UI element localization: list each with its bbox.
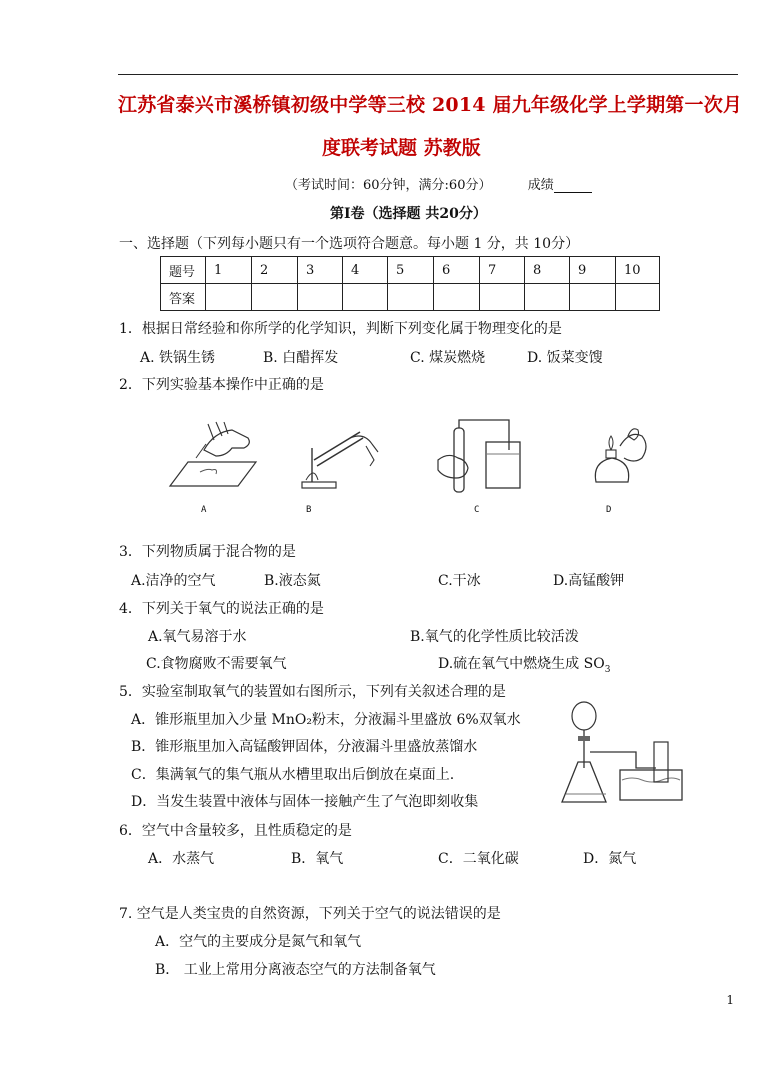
q1-option-a: A. 铁锅生锈 <box>140 350 216 366</box>
number-cell: 5 <box>388 257 434 284</box>
q4-option-d-subscript: 3 <box>604 664 611 675</box>
number-cell: 8 <box>525 257 570 284</box>
answer-cell[interactable] <box>343 284 388 311</box>
q2-figure-d-alcohol-lamp <box>582 420 654 492</box>
q6-option-c: C．二氧化碳 <box>438 851 519 867</box>
row-label: 题号 <box>161 257 206 284</box>
answer-cell[interactable] <box>525 284 570 311</box>
number-cell: 3 <box>298 257 343 284</box>
q5-figure-oxygen-apparatus <box>550 696 690 808</box>
number-cell: 1 <box>206 257 252 284</box>
q6-stem: 6．空气中含量较多，且性质稳定的是 <box>119 823 352 839</box>
q3-option-a: A.洁净的空气 <box>131 573 216 589</box>
header-rule <box>118 74 738 75</box>
score-label: 成绩 <box>527 178 554 193</box>
q2-figure-a-paper-smell <box>160 414 260 494</box>
q6-option-b: B．氧气 <box>291 851 344 867</box>
q3-option-c: C.干冰 <box>438 573 481 589</box>
number-cell: 4 <box>343 257 388 284</box>
q2-figure-c-airtight-check <box>432 414 524 496</box>
answer-table-number-row <box>161 257 660 284</box>
q5-option-d: D．当发生装置中液体与固体一接触产生了气泡即刻收集 <box>131 794 479 810</box>
q3-option-b: B.液态氮 <box>264 573 321 589</box>
exam-info <box>285 174 592 193</box>
section-heading: 一、选择题（下列每小题只有一个选项符合题意。每小题 1 分，共 10分） <box>119 236 580 252</box>
answer-cell[interactable] <box>388 284 434 311</box>
q4-option-a: A.氧气易溶于水 <box>148 629 247 645</box>
q2-stem: 2．下列实验基本操作中正确的是 <box>119 377 324 393</box>
q5-option-a: A．锥形瓶里加入少量 MnO₂粉末，分液漏斗里盛放 6%双氧水 <box>131 712 521 728</box>
q4-option-d-text: D.硫在氧气中燃烧生成 SO <box>438 656 605 672</box>
answer-table-answer-row <box>161 284 660 311</box>
q4-option-c: C.食物腐败不需要氧气 <box>146 656 287 672</box>
q1-option-c: C. 煤炭燃烧 <box>410 350 486 366</box>
answer-cell[interactable] <box>434 284 480 311</box>
q7-option-a: A．空气的主要成分是氮气和氧气 <box>155 934 362 950</box>
q1-option-b: B. 白醋挥发 <box>263 350 339 366</box>
answer-cell[interactable] <box>616 284 660 311</box>
q2-label-b: B <box>306 505 312 515</box>
q2-figure-b-heating-tube <box>290 418 390 494</box>
q4-option-d <box>438 653 610 675</box>
title-line-1: 江苏省泰兴市溪桥镇初级中学等三校 2014 届九年级化学上学期第一次月 <box>118 94 743 116</box>
q6-option-a: A．水蒸气 <box>148 851 215 867</box>
exam-time-info: （考试时间：60分钟，满分:60分） <box>285 178 492 193</box>
q5-stem: 5．实验室制取氧气的装置如右图所示，下列有关叙述合理的是 <box>119 684 506 700</box>
q3-stem: 3．下列物质属于混合物的是 <box>119 544 296 560</box>
answer-table <box>160 256 660 311</box>
answer-cell[interactable] <box>480 284 525 311</box>
volume-title: 第Ⅰ卷（选择题 共20分） <box>330 206 487 222</box>
answer-cell[interactable] <box>298 284 343 311</box>
number-cell: 9 <box>570 257 616 284</box>
number-cell: 6 <box>434 257 480 284</box>
answer-cell[interactable] <box>206 284 252 311</box>
q4-stem: 4．下列关于氧气的说法正确的是 <box>119 601 324 617</box>
q1-option-d: D. 饭菜变馊 <box>527 350 603 366</box>
score-blank <box>554 178 592 193</box>
q2-label-c: C <box>474 505 480 515</box>
answer-cell[interactable] <box>570 284 616 311</box>
row-label: 答案 <box>161 284 206 311</box>
number-cell: 10 <box>616 257 660 284</box>
q1-stem: 1．根据日常经验和你所学的化学知识，判断下列变化属于物理变化的是 <box>119 321 562 337</box>
q5-option-c: C．集满氧气的集气瓶从水槽里取出后倒放在桌面上. <box>131 767 455 783</box>
page-number: 1 <box>726 993 734 1007</box>
q2-label-d: D <box>606 505 612 515</box>
q7-stem: 7. 空气是人类宝贵的自然资源，下列关于空气的说法错误的是 <box>119 906 501 922</box>
q7-option-b: B． 工业上常用分离液态空气的方法制备氧气 <box>155 962 436 978</box>
q2-label-a: A <box>201 505 207 515</box>
number-cell: 7 <box>480 257 525 284</box>
q5-option-b: B．锥形瓶里加入高锰酸钾固体，分液漏斗里盛放蒸馏水 <box>131 739 478 755</box>
q6-option-d: D．氮气 <box>583 851 637 867</box>
number-cell: 2 <box>252 257 298 284</box>
q3-option-d: D.高锰酸钾 <box>553 573 625 589</box>
q4-option-b: B.氧气的化学性质比较活泼 <box>410 629 579 645</box>
title-line-2: 度联考试题 苏教版 <box>322 137 481 159</box>
answer-cell[interactable] <box>252 284 298 311</box>
